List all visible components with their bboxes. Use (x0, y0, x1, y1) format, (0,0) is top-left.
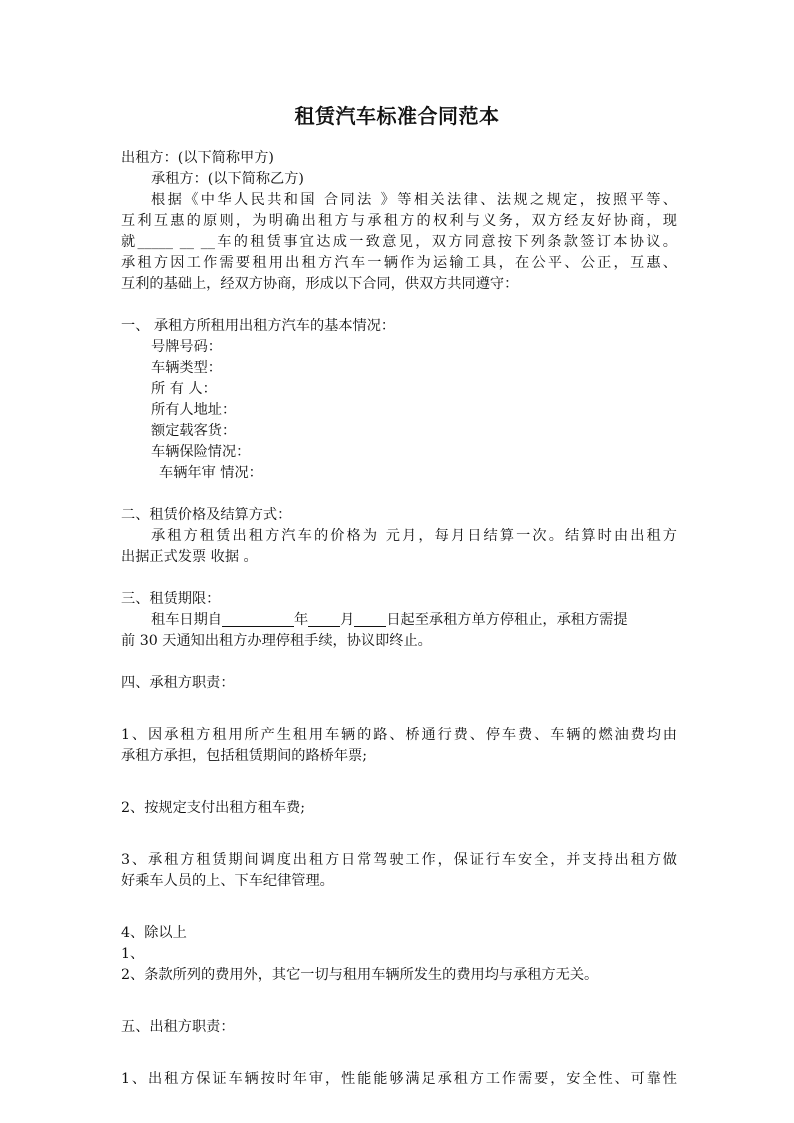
section4-item2: 2、按规定支付出租方租车费; (121, 800, 306, 816)
document-title: 租赁汽车标准合同范本 (294, 104, 500, 128)
intro-line: 承租方因工作需要租用出租方汽车一辆作为运输工具，在公平、公正，互惠、 (121, 255, 677, 271)
section5-item1: 1、出租方保证车辆按时年审，性能能够满足承租方工作需要，安全性、可靠性 (121, 1071, 677, 1087)
month-blank (308, 611, 340, 627)
section3-line (121, 610, 677, 631)
day-blank (354, 611, 386, 627)
month-text: 月 (340, 612, 355, 628)
lessor-line: 出租方：(以下简称甲方) (121, 150, 274, 166)
section4-item4-line: 4、除以上 (121, 925, 187, 941)
contract-body (121, 148, 677, 1090)
rental-start-text: 租车日期自 (151, 612, 222, 628)
intro-line: 互利互惠的原则，为明确出租方与承租方的权利与义务，双方经友好协商，现 (121, 213, 677, 229)
intro-line: 就_____ __ __车的租赁事宜达成一致意见，双方同意按下列条款签订本协议。 (121, 234, 677, 250)
vehicle-field: 号牌号码： (151, 339, 222, 355)
section4-item4-line: 2、条款所列的费用外，其它一切与租用车辆所发生的费用均与承租方无关。 (121, 967, 599, 983)
section4-item3-line: 3、承租方租赁期间调度出租方日常驾驶工作，保证行车安全，并支持出租方做 (121, 852, 677, 868)
section2-heading: 二、租赁价格及结算方式： (121, 507, 292, 523)
section4-item3-line: 好乘车人员的上、下车纪律管理。 (121, 873, 334, 889)
section2-line: 承租方租赁出租方汽车的价格为 元月，每月日结算一次。结算时由出租方 (151, 528, 677, 544)
section5-heading: 五、出租方职责： (121, 1019, 235, 1035)
vehicle-field: 车辆保险情况： (151, 444, 251, 460)
vehicle-field: 所 有 人： (151, 381, 217, 397)
section4-item1-line: 1、因承租方租用所产生租用车辆的路、桥通行费、停车费、车辆的燃油费均由 (121, 727, 677, 743)
lessee-line: 承租方：(以下简称乙方) (151, 171, 304, 187)
section1-heading: 一、 承租方所租用出租方汽车的基本情况： (121, 318, 396, 334)
intro-line: 根据《中华人民共和国 合同法 》等相关法律、法规之规定，按照平等、 (151, 192, 677, 208)
section4-item4-line: 1、 (121, 946, 145, 962)
vehicle-field: 车辆年审 情况： (159, 465, 263, 481)
section2-line: 出据正式发票 收据 。 (121, 549, 258, 565)
rental-end-text: 日起至承租方单方停租止，承租方需提 (386, 612, 628, 628)
year-blank (222, 611, 294, 627)
year-text: 年 (293, 612, 309, 628)
section3-line: 前 30 天通知出租方办理停租手续，协议即终止。 (121, 633, 432, 649)
vehicle-field: 车辆类型： (151, 360, 222, 376)
intro-line: 互利的基础上，经双方协商，形成以下合同，供双方共同遵守： (121, 276, 519, 292)
section3-heading: 三、租赁期限： (121, 591, 221, 607)
section4-item1-line: 承租方承担，包括租赁期间的路桥年票; (121, 748, 367, 764)
vehicle-field: 额定载客货： (151, 423, 237, 439)
section4-heading: 四、承租方职责： (121, 675, 235, 691)
vehicle-field: 所有人地址： (151, 402, 237, 418)
